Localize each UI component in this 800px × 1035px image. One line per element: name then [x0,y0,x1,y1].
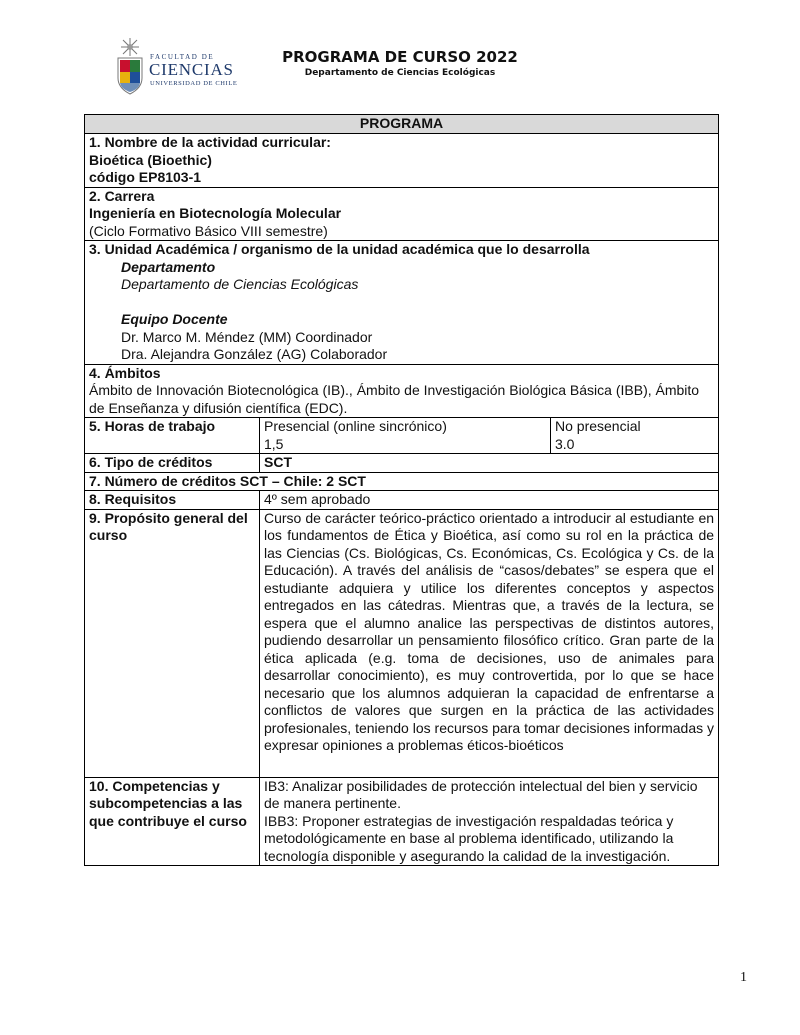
purpose-cell [260,509,719,777]
table-heading: PROGRAMA [85,115,719,134]
university-seal-icon [112,36,148,98]
team-member-1: Dr. Marco M. Méndez (MM) Coordinador [121,328,373,345]
section-5-row [85,418,719,454]
section-1-cell [85,134,719,188]
course-name: Bioética (Bioethic) [89,151,212,168]
section-7-title: 7. Número de créditos SCT – Chile: 2 SCT [85,472,719,491]
table-header-row [85,115,719,134]
section-5-title: 5. Horas de trabajo [85,418,260,454]
section-10-title: 10. Competencias y subcompetencias a las que contribuye el curso [85,777,260,866]
section-4-title: 4. Ámbitos [89,364,161,381]
section-4-row [85,364,719,418]
requirements-value: 4º sem aprobado [260,491,719,510]
presencial-cell [260,418,551,454]
section-9-row [85,509,719,777]
team-label: Equipo Docente [121,311,228,327]
career-cycle: (Ciclo Formativo Básico VIII semestre) [89,222,328,239]
program-table [84,114,719,866]
section-8-title: 8. Requisitos [85,491,260,510]
section-8-row [85,491,719,510]
section-7-row [85,472,719,491]
competency-ib3: IB3: Analizar posibilidades de protección intelectual del bien y servicio de manera pertinente. [264,777,698,811]
section-10-row [85,777,719,866]
section-3-row [85,241,719,365]
career-name: Ingeniería en Biotecnología Molecular [89,205,342,221]
section-2-row [85,187,719,241]
logo-name-text: CIENCIAS [149,60,234,79]
team-member-2: Dra. Alejandra González (AG) Colaborador [121,346,388,362]
section-1-row [85,134,719,188]
page-subtitle: Departamento de Ciencias Ecológicas [304,68,496,78]
no-presencial-value: 3.0 [555,435,575,452]
section-6-row [85,454,719,473]
logo-university-text: UNIVERSIDAD DE CHILE [150,80,238,87]
section-3-cell [85,241,719,365]
presencial-value: 1,5 [264,435,284,452]
no-presencial-label: No presencial [555,418,641,434]
competencies-cell [260,777,719,866]
department-label: Departamento [121,258,216,275]
purpose-text: Curso de carácter teórico-práctico orientado a introducir al estudiante en los fundamentos de Ética y Bioética, así como su rol en la práctica de las Ciencias (Cs. Biológicas, Cs. Económicas, Cs. Ecológica y Cs. de la Educación). A través del análisis de “casos/debates” se espera que el estudiante adquiera y utilice los diferentes conceptos y aspectos entregados en las cátedras. Mientras que, a través de la lectura, se espera que el alumno analice las perspectivas de distintos autores, pudiendo desarrollar un pensamiento filosófico crítico. Gran parte de la ética aplicada (e.g. toma de decisiones, uso de animales para desarrollar conocimiento), es muy controvertida, por lo que se hace necesario que los alumnos adquieran la capacidad de enfrentarse a conflictos de valores que surgen en la práctica de las actividades profesionales, teniendo los recursos para tomar decisiones informadas y expresar opiniones a problemas éticos-bioéticos [264,509,715,753]
competency-ibb3: IBB3: Proponer estrategias de investigación respaldadas teórica y metodológicamente en base al problema identificado, utilizando la tecnología disponible y asegurando la calidad de la investigación. [264,812,674,864]
page-title: PROGRAMA DE CURSO 2022 [282,48,518,66]
section-6-title: 6. Tipo de créditos [85,454,260,473]
section-3-title: 3. Unidad Académica / organismo de la unidad académica que lo desarrolla [89,241,590,257]
section-2-cell [85,187,719,241]
presencial-label: Presencial (online sincrónico) [264,418,447,434]
no-presencial-cell [551,418,719,454]
spacer [89,294,714,312]
page-number: 1 [740,970,747,985]
faculty-logo [112,36,238,98]
credit-type-value: SCT [260,454,719,473]
logo-faculty-text: FACULTAD DE [150,53,215,61]
section-2-title: 2. Carrera [89,187,155,204]
department-name: Departamento de Ciencias Ecológicas [121,276,359,292]
scopes-text: Ámbito de Innovación Biotecnológica (IB)., Ámbito de Investigación Biológica Básica (IBB), Ámbito de Enseñanza y difusión científica (EDC). [89,382,700,416]
course-code: código EP8103-1 [89,169,202,185]
section-1-title: 1. Nombre de la actividad curricular: [89,134,331,150]
section-9-title: 9. Propósito general del curso [85,509,260,777]
section-4-cell [85,364,719,418]
